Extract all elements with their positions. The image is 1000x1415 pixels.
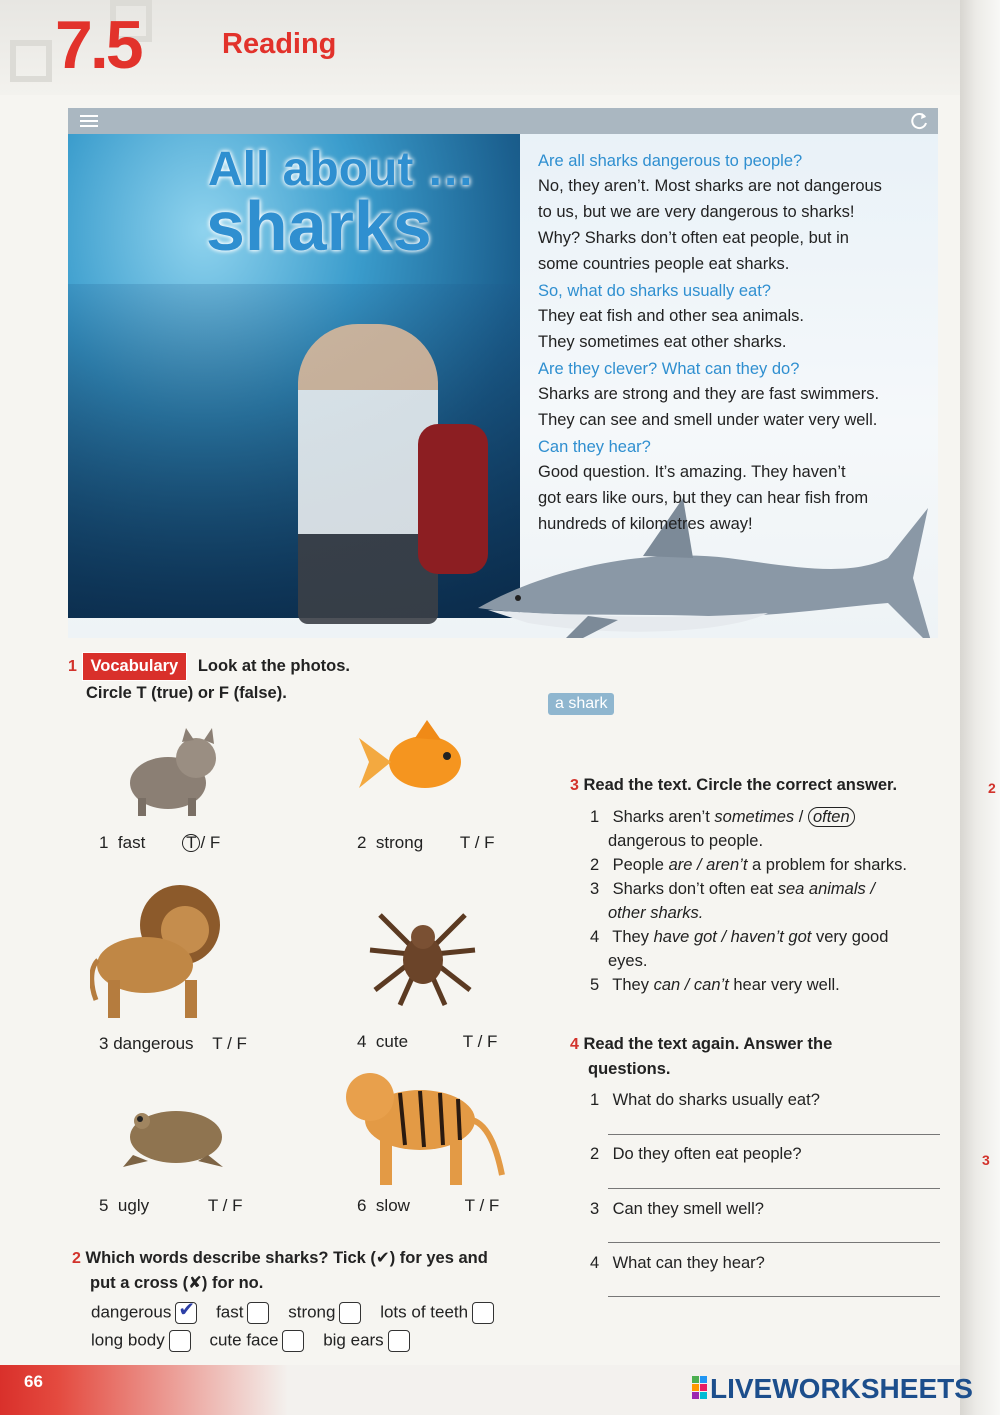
logo-text: LIVEWORKSHEETS [710,1373,973,1404]
exercise2-instruction2: put a cross (✘) for no. [90,1274,264,1292]
exercise4-number: 4 [570,1036,579,1053]
answer-line: Sharks are strong and they are fast swimmers. [538,385,880,403]
answer-line-3[interactable] [608,1242,940,1243]
exercise1-instruction2: Circle T (true) or F (false). [86,684,287,702]
exercise1-number: 1 [68,658,77,675]
exercise2-number: 2 [72,1250,81,1267]
tf-choice[interactable]: T / F [212,1034,247,1053]
ex4-question-1: 1 What do sharks usually eat? [590,1091,820,1109]
exercise3-instruction: Read the text. Circle the correct answer. [583,776,898,794]
answer-line: hundreds of kilometres away! [538,515,753,533]
aquarium-photo [68,134,520,618]
ex3-item-cont: dangerous to people. [608,832,764,850]
lion-image [90,880,235,1020]
answer-line: got ears like ours, but they can hear fish from [538,489,869,507]
answer-line: to us, but we are very dangerous to sharks! [538,203,855,221]
ex1-item-3: 3 dangerous T / F [99,1034,247,1053]
ex3-item: 4 They have got / haven’t got very good [590,928,889,946]
tf-choice[interactable]: T / F [459,833,495,852]
liveworksheets-logo [692,1373,973,1405]
exercise3-number: 3 [570,777,579,794]
answer-line: some countries people eat sharks. [538,255,790,273]
answer-line-2[interactable] [608,1188,940,1189]
question-heading: Are all sharks dangerous to people? [538,152,803,170]
ex3-item: 3 Sharks don’t often eat sea animals / [590,880,875,898]
menu-icon[interactable] [80,114,100,130]
kitten-image [118,728,223,818]
edge-number: 3 [982,1152,990,1168]
answer-line: They eat fish and other sea animals. [538,307,804,325]
ex3-item: 2 People are / aren’t a problem for sharks. [590,856,907,874]
tiger-image [340,1065,505,1190]
tf-choice[interactable]: T / F [464,1196,500,1215]
option[interactable]: sometimes [714,808,795,826]
circled-answer[interactable]: T [182,834,200,852]
panel-toolbar [68,108,938,134]
ex4-question-3: 3 Can they smell well? [590,1200,764,1218]
ex3-item-cont[interactable]: other sharks. [608,904,704,922]
article-panel [68,108,938,638]
tick-box[interactable] [175,1299,197,1324]
circled-option[interactable]: often [808,807,855,827]
ex3-item: 1 Sharks aren’t sometimes / often [590,805,950,829]
next-page-edge [960,0,1000,1415]
question-heading: Are they clever? What can they do? [538,360,800,378]
exercise4-instruction1: Read the text again. Answer the [583,1035,833,1053]
article-title-line2: sharks [206,187,432,265]
article-title-line1: All about … [208,143,475,196]
edge-number: 2 [988,780,996,796]
answer-line: They sometimes eat other sharks. [538,333,787,351]
ex1-item-1: 1 fast T / F [99,833,221,852]
ex3-item: 5 They can / can’t hear very well. [590,976,840,994]
tf-choice[interactable]: T / F [207,1196,243,1215]
question-heading: Can they hear? [538,438,651,456]
ex3-item-cont: eyes. [608,952,648,970]
tick-box[interactable] [388,1330,410,1352]
option[interactable]: can / can’t [653,976,729,994]
goldfish-image [355,720,470,805]
exercise4-heading [570,1032,832,1082]
tf-choice[interactable]: T / F [462,1032,498,1051]
unit-title: Reading [222,28,337,60]
exercise2-instruction1: Which words describe sharks? Tick (✔) for yes and [85,1249,488,1267]
tick-box[interactable] [247,1302,269,1324]
tick-row-2: long body cute face big ears [91,1330,424,1352]
article-text [538,148,933,538]
tick-box[interactable] [472,1302,494,1324]
shark-caption: a shark [548,693,614,715]
tick-row-1: dangerous ✔ fast strong lots of teeth [91,1302,508,1324]
ex4-question-4: 4 What can they hear? [590,1254,765,1272]
spider-image [365,905,480,1010]
option[interactable]: sea animals / [777,880,875,898]
exercise3-heading [570,773,897,798]
answer-line: They can see and smell under water very well. [538,411,878,429]
tick-box[interactable] [339,1302,361,1324]
page-number: 66 [24,1372,43,1391]
ex1-item-2: 2 strong T / F [357,833,495,852]
unit-number: 7.5 [55,7,141,83]
decor-square [10,40,52,82]
option[interactable]: are / aren’t [668,856,748,874]
vocabulary-badge: Vocabulary [82,652,188,681]
liveworksheets-logo-icon [692,1374,708,1402]
exercise4-instruction2: questions. [588,1060,671,1078]
tick-mark: ✔ [178,1299,196,1321]
answer-line: Why? Sharks don’t often eat people, but in [538,229,849,247]
ex1-item-6: 6 slow T / F [357,1196,500,1215]
ex1-item-5: 5 ugly T / F [99,1196,243,1215]
man-figure [298,324,438,624]
exercise1-heading [68,652,350,706]
answer-line-1[interactable] [608,1134,940,1135]
exercise1-instruction1: Look at the photos. [197,657,350,675]
header-band [0,0,960,95]
answer-line: No, they aren’t. Most sharks are not dangerous [538,177,882,195]
tick-box[interactable] [169,1330,191,1352]
option[interactable]: have got / haven’t got [653,928,812,946]
exercise3-list [590,805,950,997]
question-heading: So, what do sharks usually eat? [538,282,771,300]
toad-image [118,1095,228,1170]
answer-line-4[interactable] [608,1296,940,1297]
exercise2-heading [72,1246,488,1296]
refresh-icon[interactable] [910,111,930,131]
ex4-question-2: 2 Do they often eat people? [590,1145,802,1163]
answer-line: Good question. It’s amazing. They haven’t [538,463,846,481]
tick-box[interactable] [282,1330,304,1352]
ex1-item-4: 4 cute T / F [357,1032,498,1051]
